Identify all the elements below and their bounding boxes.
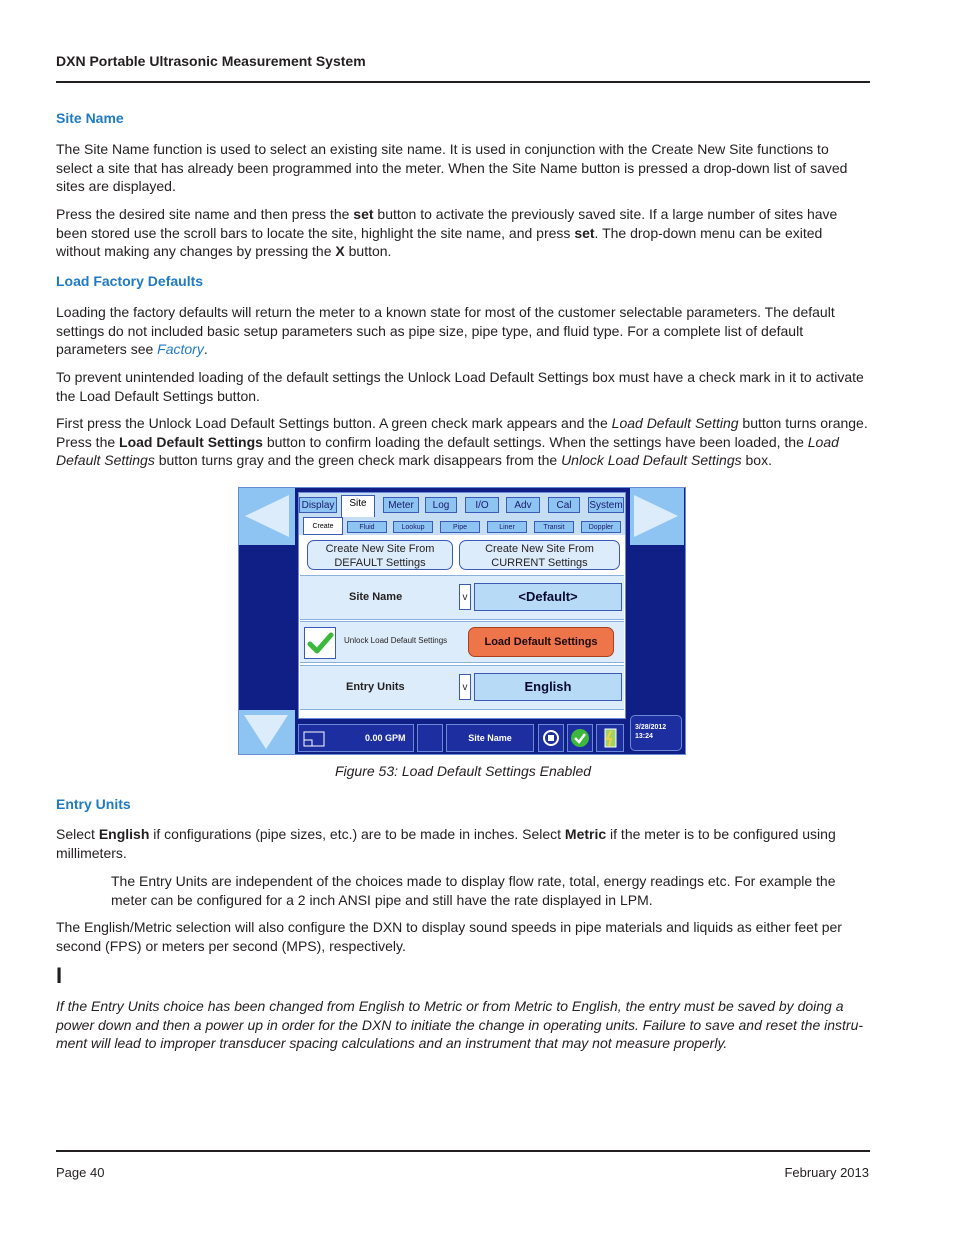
footer-date: February 2013 [784,1165,869,1180]
subtab-lookup[interactable]: Lookup [393,521,433,533]
site-name-label: Site Name [349,591,403,603]
device-screen-figure [238,487,686,755]
ok-button[interactable] [567,724,593,752]
footer-rule [56,1150,870,1152]
load-default-row [300,621,624,663]
tab-adv[interactable]: Adv [506,497,540,513]
power-battery-icon [600,727,620,749]
create-from-default-button[interactable] [307,540,453,570]
right-arrow-icon [634,495,678,537]
left-nav-button[interactable] [239,488,295,545]
create-default-line1: Create New Site From [325,543,435,555]
site-name-dropdown-toggle[interactable]: v [459,584,471,610]
entry-units-note: If the Entry Units choice has been changed from English to Metric or from Metric to English, the entry must be saved by doing a power down and then a power up in order for the DXN to initiate the change in operating units. Failure to save and reset the instru-ment will lead to improper transducer spacing calculations and an instrument that may not measure properly. [56,998,864,1052]
subtab-create[interactable]: Create [303,517,343,535]
subtab-fluid[interactable]: Fluid [347,521,387,533]
time-text: 13:24 [635,733,653,740]
tab-meter[interactable]: Meter [383,497,419,513]
left-side-panel [239,545,295,710]
subtab-doppler[interactable]: Doppler [581,521,621,533]
note-marker: I [56,963,63,988]
entry-units-paragraph-3: The English/Metric selection will also configure the DXN to display sound speeds in pipe materials and liquids as either feet per second (FPS) or meters per second (MPS), respectively. [56,919,842,954]
right-side-panel [630,545,684,710]
main-tab-row [299,495,625,515]
ok-check-icon [570,728,590,748]
battery-icon [303,731,325,747]
create-default-line2: DEFAULT Settings [334,557,426,569]
create-tab-content [299,535,625,718]
tab-site[interactable]: Site [341,495,375,517]
green-check-icon [305,628,335,658]
document-header-title: DXN Portable Ultrasonic Measurement System [56,53,366,69]
load-factory-paragraph-3: First press the Unlock Load Default Settings button. A green check mark appears and the Load Default Setting button turns orange. Press the Load Default Settings button to confirm loading the default settings. When the settings have been loaded, the Load Default Settings button turns gray and the green check mark disappears from the Unlock Load Default Settings box. [56,415,868,469]
entry-units-dropdown-toggle[interactable]: v [459,674,471,700]
status-site-name[interactable]: Site Name [446,724,534,752]
entry-units-heading: Entry Units [56,796,131,812]
tab-system[interactable]: System [588,497,624,513]
left-arrow-icon [245,495,289,537]
status-bar [298,724,626,752]
site-name-value[interactable]: <Default> [474,583,622,611]
site-name-paragraph-1: The Site Name function is used to select an existing site name. It is used in conjunction with the Create New Site functions to select a site that has already been programmed into the meter. When the Site Name button is pressed a drop-down list of saved sites are displayed. [56,141,848,195]
subtab-liner[interactable]: Liner [487,521,527,533]
header-rule [56,81,870,83]
entry-units-value[interactable]: English [474,673,622,701]
site-name-heading: Site Name [56,110,124,126]
status-blank-box [417,724,443,752]
entry-units-paragraph-1: Select English if configurations (pipe sizes, etc.) are to be made in inches. Select Metric if the meter is to be configured using millimeters. [56,826,836,861]
date-text: 3/28/2012 [635,724,667,731]
create-current-line1: Create New Site From [485,543,594,555]
power-button[interactable] [596,724,624,752]
device-main-panel [298,492,626,719]
load-factory-heading: Load Factory Defaults [56,273,204,289]
tab-log[interactable]: Log [425,497,457,513]
tab-io[interactable]: I/O [465,497,499,513]
load-factory-paragraph-1: Loading the factory defaults will return the meter to a known state for most of the customer selectable parameters. The default settings do not included basic setup parameters such as pipe size, pipe type, and fluid type. For a complete list of default parameters see Factory. [56,304,835,358]
site-name-paragraph-2: Press the desired site name and then press the set button to activate the previously saved site. If a large number of sites have been stored use the scroll bars to locate the site, highlight the site name, and press set. The drop-down menu can be exited without making any changes by pressing the X button. [56,206,838,260]
flow-readout[interactable] [298,724,414,752]
tab-cal[interactable]: Cal [548,497,580,513]
down-arrow-icon [244,715,288,749]
figure-caption: Figure 53: Load Default Settings Enabled [334,763,592,779]
date-time-display [630,715,682,751]
stop-icon [541,728,561,748]
subtab-pipe[interactable]: Pipe [440,521,480,533]
unlock-checkbox[interactable] [304,627,336,659]
footer-page-number: Page 40 [56,1165,105,1180]
down-nav-button[interactable] [239,710,295,754]
subtab-transit[interactable]: Transit [534,521,574,533]
right-nav-button[interactable] [630,488,684,545]
unlock-label: Unlock Load Default Settings [344,636,448,645]
entry-units-paragraph-2: The Entry Units are independent of the choices made to display flow rate, total, energy readings etc. For example the meter can be configured for a 2 inch ANSI pipe and still have the rate displayed in LPM. [111,873,836,908]
flow-rate-text: 0.00 GPM [365,733,406,743]
create-from-current-button[interactable] [459,540,620,570]
tab-display[interactable]: Display [299,497,337,513]
stop-button[interactable] [538,724,564,752]
entry-units-row [300,665,624,710]
load-factory-paragraph-2: To prevent unintended loading of the default settings the Unlock Load Default Settings box must have a check mark in it to activate the Load Default Settings button. [56,369,864,404]
create-current-line2: CURRENT Settings [491,557,588,569]
entry-units-label: Entry Units [346,681,405,693]
factory-link[interactable]: Factory [157,341,204,358]
load-default-settings-button[interactable]: Load Default Settings [468,627,614,657]
site-name-row [300,575,624,620]
